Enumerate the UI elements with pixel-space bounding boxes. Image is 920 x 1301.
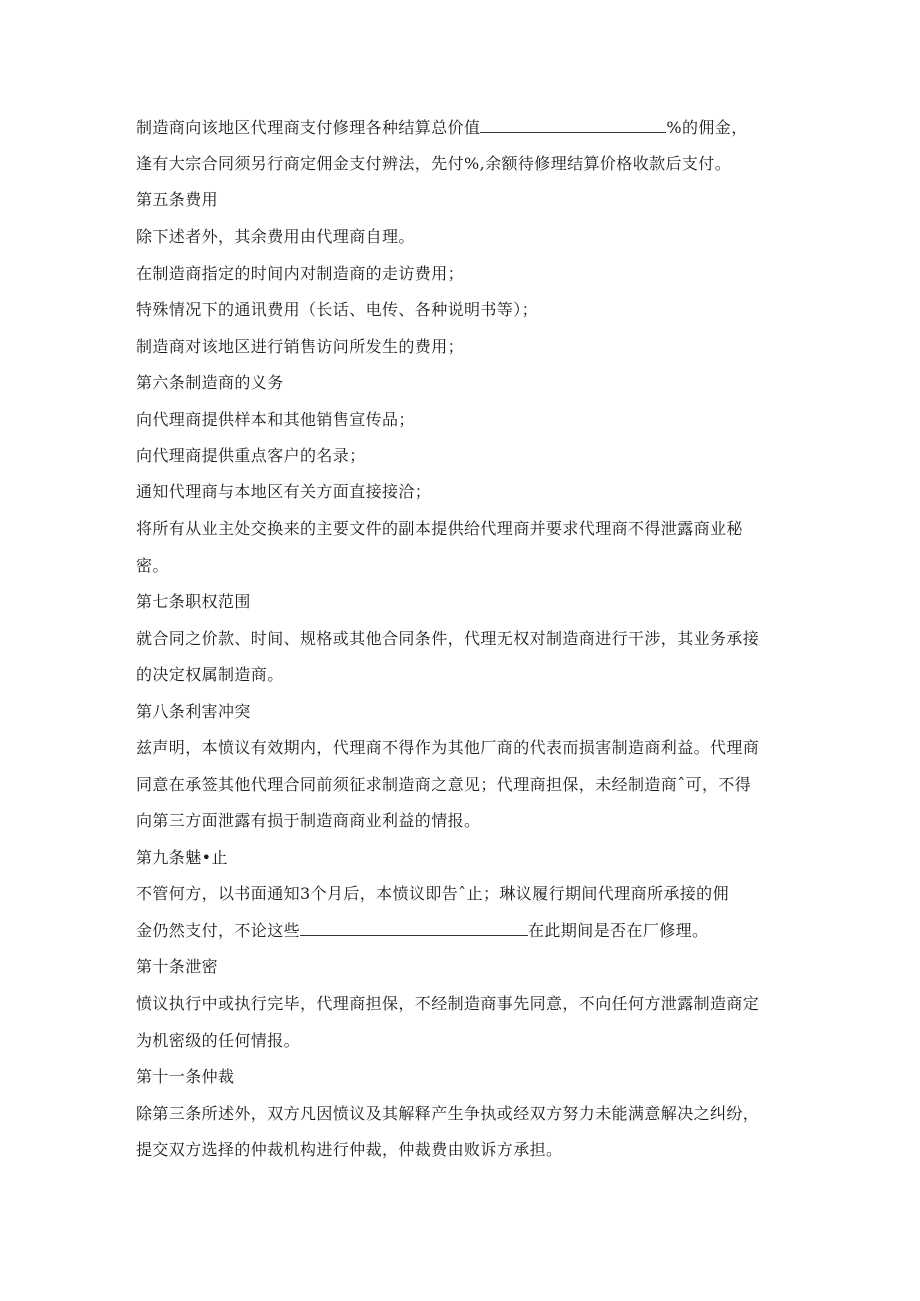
text-line-9: 向代理商提供样本和其他销售宣传品； [136, 410, 415, 429]
text-line-6: 特殊情况下的通讯费用（长话、电传、各种说明书等）； [136, 300, 539, 319]
fill-blank-items [300, 921, 528, 936]
text-line-12: 将所有从业主处交换来的主要文件的副本提供给代理商并要求代理商不得泄露商业秘 [136, 519, 743, 538]
article-8-heading: 第八条利害冲突 [136, 702, 251, 721]
text-line-19: 同意在承签其他代理合同前须征求制造商之意见；代理商担保，未经制造商ˆ可，不得 [136, 775, 752, 794]
text-line-16: 的决定权属制造商。 [136, 665, 284, 684]
text-line-23 [136, 921, 796, 941]
text-line-18: 兹声明，本愤议有效期内，代理商不得作为其他厂商的代表而损害制造商利益。代理商 [136, 738, 760, 757]
article-7-heading: 第七条职权范围 [136, 592, 251, 611]
text-line-20: 向第三方面泄露有损于制造商商业利益的情报。 [136, 811, 481, 830]
text-line-22: 不管何方，以书面通知3个月后，本愤议即告ˆ止；琳议履行期间代理商所承接的佣 [136, 884, 729, 903]
article-5-heading: 第五条费用 [136, 190, 219, 209]
line-23-part-a: 金仍然支付，不论这些 [136, 921, 301, 940]
text-line-5: 在制造商指定的时间内对制造商的走访费用； [136, 264, 465, 283]
article-6-heading: 第六条制造商的义务 [136, 373, 284, 392]
text-line-28: 除第三条所述外，双方凡因愤议及其解释产生争执或经双方努力未能满意解决之纠纷， [136, 1104, 760, 1123]
text-line-15: 就合同之价款、时间、规格或其他合同条件，代理无权对制造商进行干涉，其业务承接 [136, 629, 760, 648]
text-line-2: 逢有大宗合同须另行商定佣金支付辨法，先付%,余额待修理结算价格收款后支付。 [136, 154, 732, 173]
text-line-11: 通知代理商与本地区有关方面直接接洽； [136, 482, 432, 501]
text-line-25: 愤议执行中或执行完毕，代理商担保，不经制造商事先同意，不向任何方泄露制造商定 [136, 994, 760, 1013]
line-1-part-b: %的佣金， [666, 118, 748, 137]
text-line-1 [136, 118, 796, 138]
article-10-heading: 第十条泄密 [136, 957, 219, 976]
fill-blank-commission [480, 118, 666, 133]
article-11-heading: 第十一条仲裁 [136, 1067, 235, 1086]
text-line-7: 制造商对该地区进行销售访问所发生的费用； [136, 337, 465, 356]
line-23-part-b: 在此期间是否在厂修理。 [528, 921, 709, 940]
text-line-4: 除下述者外，其余费用由代理商自理。 [136, 227, 415, 246]
text-line-13: 密。 [136, 556, 169, 575]
text-line-26: 为机密级的任何情报。 [136, 1031, 301, 1050]
article-9-heading: 第九条魅•止 [136, 848, 228, 867]
text-line-10: 向代理商提供重点客户的名录； [136, 446, 366, 465]
line-1-part-a: 制造商向该地区代理商支付修理各种结算总价值 [136, 118, 481, 137]
text-line-29: 提交双方选择的仲裁机构进行仲裁，仲裁费由败诉方承担。 [136, 1140, 563, 1159]
